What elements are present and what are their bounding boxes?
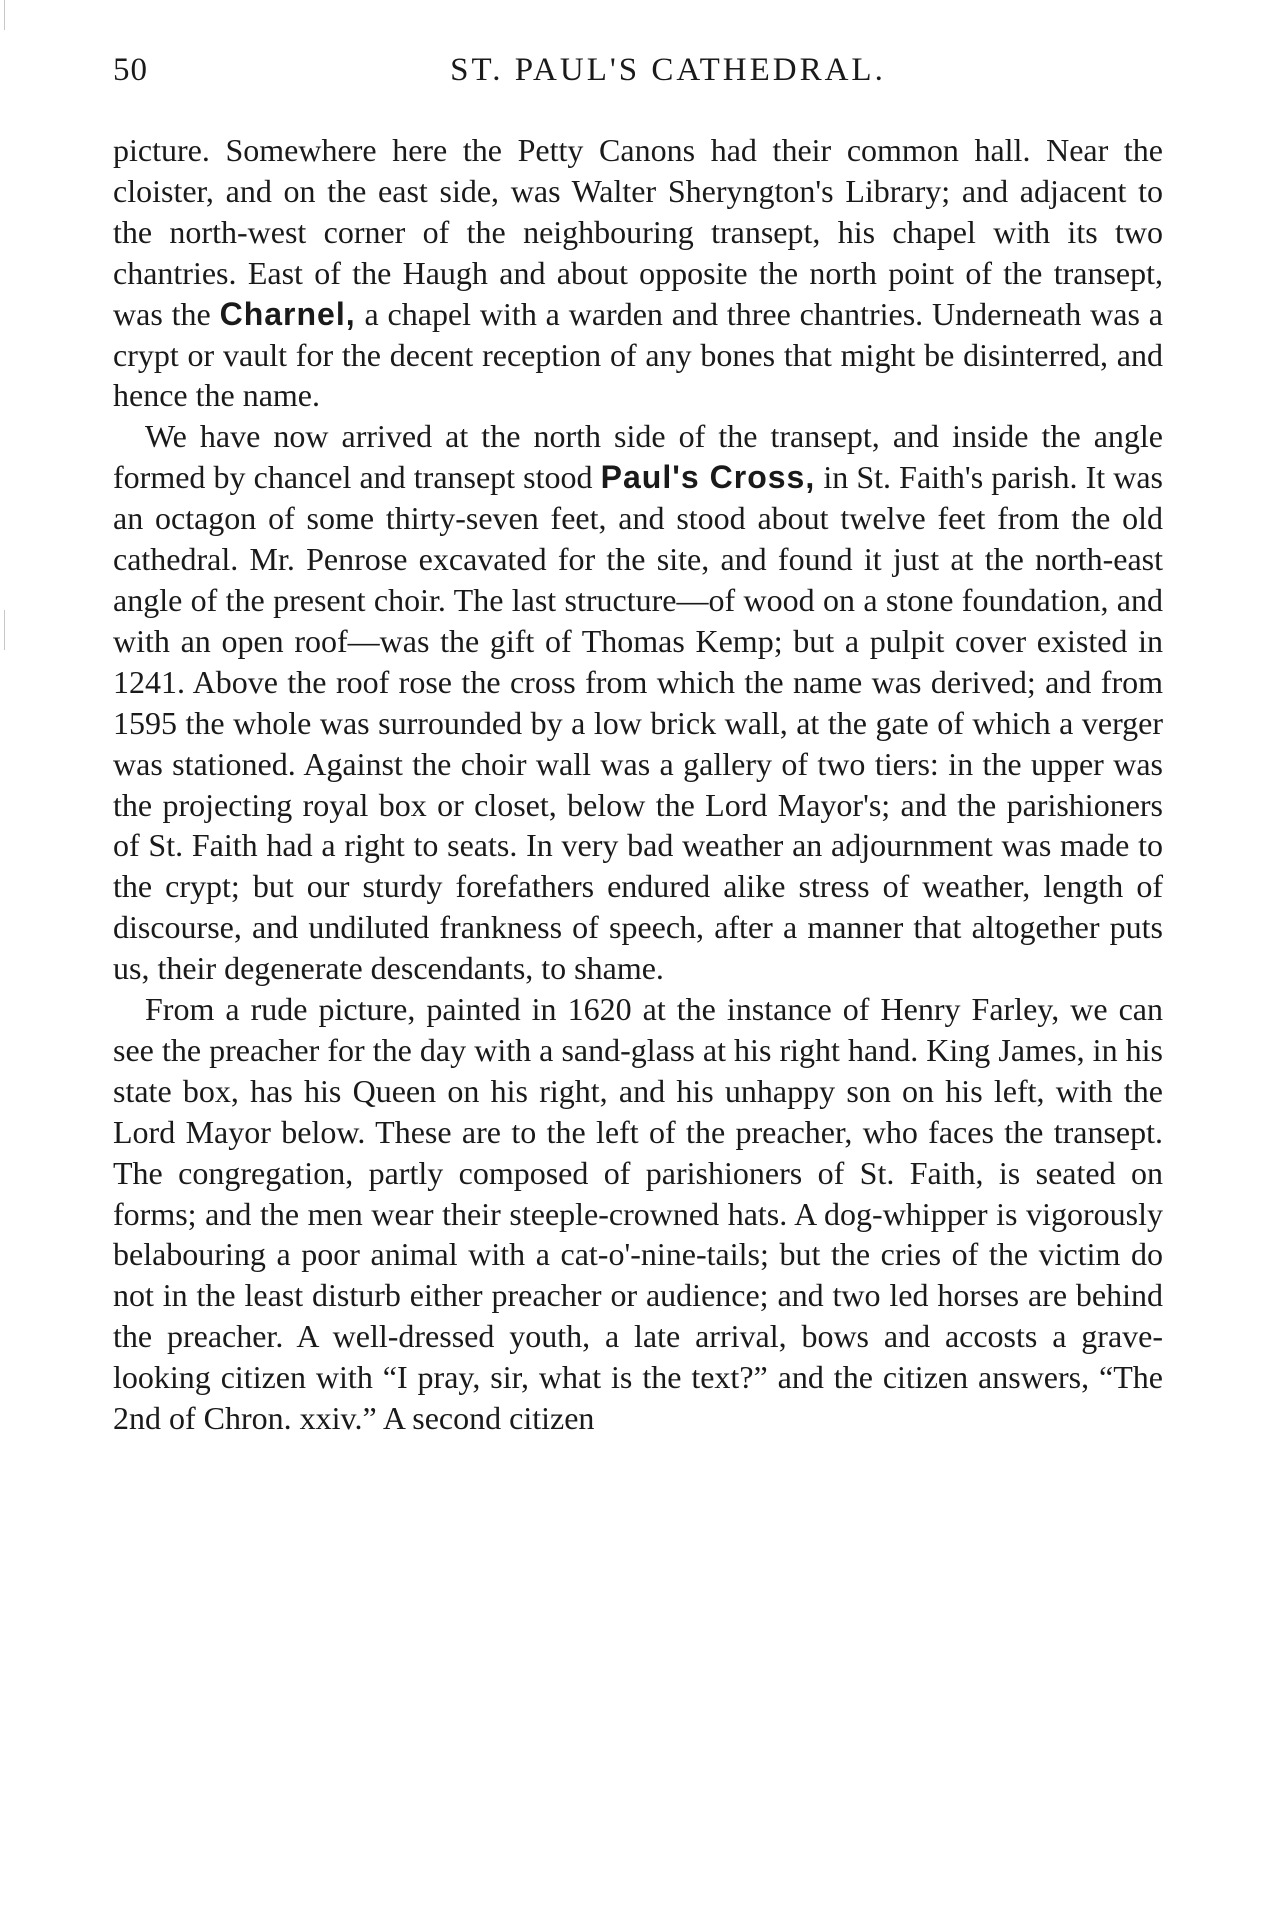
text-segment: a chapel with a warden and three chantries. Underneath was a crypt or vault for the decent reception of any bones that might be disinterred, and hence the name. [113, 295, 1164, 414]
margin-scan-mark [4, 610, 5, 650]
page-header [113, 52, 1163, 102]
paragraph-3 [113, 989, 1163, 1439]
term-charnel: Charnel, [219, 295, 356, 332]
text-segment: From a rude picture, painted in 1620 at the instance of Henry Farley, we can see the preacher for the day with a sand-glass at his right hand. King James, in his state box, has his Queen on his right, and his unhappy son on his left, with the Lord Mayor below. These are to the left of the preacher, who faces the transept. The congregation, partly composed of parishioners of St. Faith, is seated on forms; and the men wear their steeple-crowned hats. A dog-whipper is vigorously belabouring a poor animal with a cat-o'-nine-tails; but the cries of the victim do not in the least disturb either preacher or audience; and two led horses are behind the preacher. A well-dressed youth, a late arrival, bows and accosts a grave-looking citizen with “I pray, sir, what is the text?” and the citizen answers, “The 2nd of Chron. xxiv.” A second citizen [113, 991, 1163, 1437]
body-text [113, 130, 1163, 1439]
text-segment: We have now arrived at the north side of the transept, and inside the angle formed by chancel and transept stood [113, 418, 1163, 496]
page-number: 50 [113, 52, 148, 88]
text-segment: picture. Somewhere here the Petty Canons had their common hall. Near the cloister, and on the east side, was Walter Sheryngton's Library; and adjacent to the north-west corner of the neighbouring transept, his chapel with its two chantries. East of the Haugh and about opposite the north point of the transept, was the [113, 132, 1163, 332]
margin-scan-mark [4, 0, 5, 30]
paragraph-1 [113, 130, 1163, 416]
running-head: ST. PAUL'S CATHEDRAL. [450, 52, 886, 88]
text-segment: in St. Faith's parish. It was an octagon of some thirty-seven feet, and stood about twelve feet from the old cathedral. Mr. Penrose excavated for the site, and found it just at the north-east angle of the present choir. The last structure—of wood on a stone foundation, and with an open roof—was the gift of Thomas Kemp; but a pulpit cover existed in 1241. Above the roof rose the cross from which the name was derived; and from 1595 the whole was surrounded by a low brick wall, at the gate of which a verger was stationed. Against the choir wall was a gallery of two tiers: in the upper was the projecting royal box or closet, below the Lord Mayor's; and the parishioners of St. Faith had a right to seats. In very bad weather an adjournment was made to the crypt; but our sturdy forefathers endured alike stress of weather, length of discourse, and undiluted frankness of speech, after a manner that altogether puts us, their degenerate descendants, to shame. [113, 459, 1164, 987]
paragraph-2 [113, 416, 1163, 989]
term-pauls-cross: Paul's Cross, [600, 459, 816, 496]
